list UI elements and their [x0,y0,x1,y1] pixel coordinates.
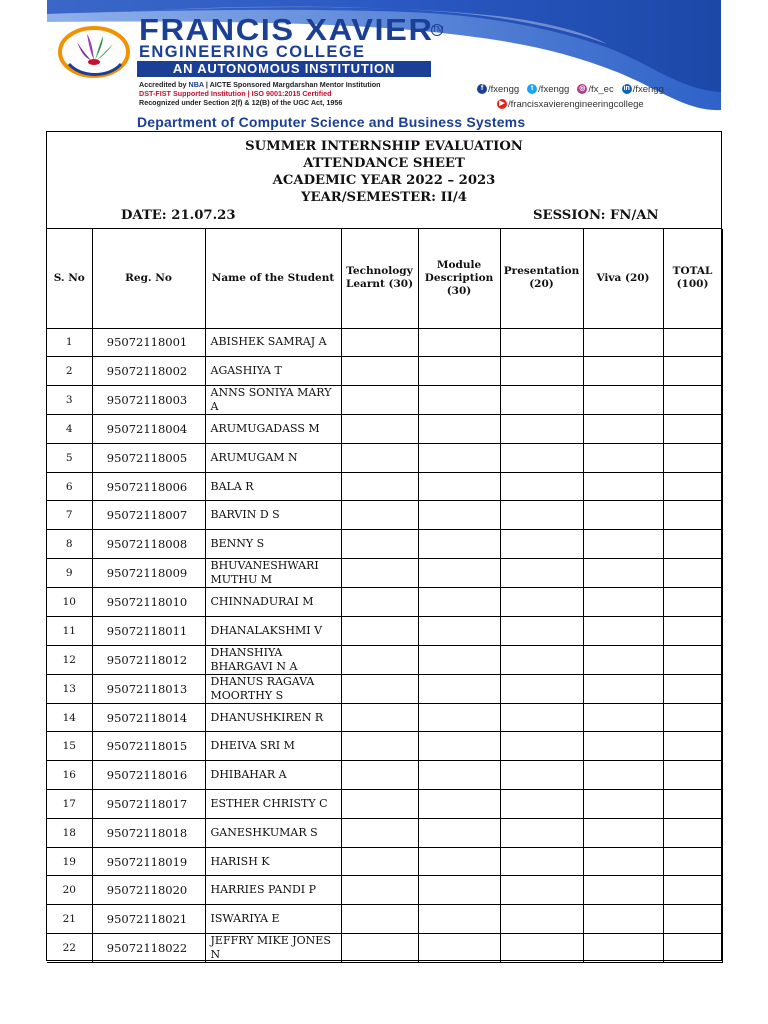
presentation-score-cell[interactable] [500,790,583,819]
social-instagram[interactable]: ◎ /fx_ec [579,84,614,95]
student-name-line: BHUVANESHWARI [210,559,319,573]
module-description-score-cell[interactable] [418,472,500,501]
presentation-score-cell[interactable] [500,501,583,530]
table-row [47,472,722,501]
column-header-technology-learnt [341,229,418,328]
student-name-line: DHEIVA SRI M [210,739,295,753]
reg-no-cell: 95072118021 [92,905,205,934]
technology-learnt-score-cell[interactable] [341,443,418,472]
serial-number-cell: 1 [47,328,92,357]
twitter-icon: t [527,84,537,94]
presentation-score-cell[interactable] [500,616,583,645]
student-name-cell [205,616,341,645]
table-row [47,674,722,703]
total-score-cell[interactable] [663,357,722,386]
title-line-3: ACADEMIC YEAR 2022 – 2023 [272,173,496,188]
module-description-score-cell[interactable] [418,761,500,790]
viva-score-cell[interactable] [583,905,663,934]
total-score-cell[interactable] [663,472,722,501]
viva-score-cell[interactable] [583,732,663,761]
serial-number-cell: 14 [47,703,92,732]
presentation-score-cell[interactable] [500,761,583,790]
instagram-icon: ◎ [579,85,586,93]
reg-no-cell: 95072118022 [92,934,205,963]
title-line-2: ATTENDANCE SHEET [303,156,465,171]
student-name-line: ARUMUGAM N [210,450,298,464]
student-name-cell [205,415,341,444]
table-row [47,876,722,905]
attendance-sheet [46,131,722,961]
social-facebook[interactable]: f /fxengg [477,84,519,95]
technology-learnt-score-cell[interactable] [341,501,418,530]
table-row [47,415,722,444]
presentation-score-cell[interactable] [500,386,583,415]
date-label: DATE: 21.07.23 [121,208,236,223]
column-header-viva [583,229,663,328]
table-row [47,559,722,588]
college-subtitle: ENGINEERING COLLEGE [139,43,366,61]
total-score-cell[interactable] [663,905,722,934]
reg-no-cell: 95072118015 [92,732,205,761]
student-name-cell [205,588,341,617]
reg-no-cell: 95072118020 [92,876,205,905]
presentation-score-cell[interactable] [500,905,583,934]
technology-learnt-score-cell[interactable] [341,530,418,559]
technology-learnt-score-cell[interactable] [341,847,418,876]
viva-score-cell[interactable] [583,645,663,674]
college-name: FRANCIS XAVIER [139,12,434,47]
reg-no-cell: 95072118009 [92,559,205,588]
column-header-sno [47,229,92,328]
presentation-score-cell[interactable] [500,588,583,617]
serial-number-cell: 5 [47,443,92,472]
total-score-cell[interactable] [663,818,722,847]
module-description-score-cell[interactable] [418,645,500,674]
serial-number-cell: 16 [47,761,92,790]
presentation-score-cell[interactable] [500,472,583,501]
student-name-line: BHARGAVI N A [210,659,298,673]
technology-learnt-score-cell[interactable] [341,645,418,674]
column-header-module-description [418,229,500,328]
table-row [47,645,722,674]
student-name-line: DHANUS RAGAVA [210,674,315,688]
student-name-line: DHANUSHKIREN R [210,710,324,724]
reg-no-cell: 95072118012 [92,645,205,674]
total-score-cell[interactable] [663,790,722,819]
module-description-score-cell[interactable] [418,530,500,559]
serial-number-cell: 13 [47,674,92,703]
serial-number-cell: 19 [47,847,92,876]
total-score-cell[interactable] [663,559,722,588]
reg-no-cell: 95072118011 [92,616,205,645]
table-row [47,616,722,645]
session-label: SESSION: FN/AN [533,208,659,223]
nba-label: NBA [188,80,204,89]
column-header-line: Reg. No [125,271,172,284]
module-description-score-cell[interactable] [418,905,500,934]
technology-learnt-score-cell[interactable] [341,732,418,761]
trademark-mark: TM [432,25,444,34]
presentation-score-cell[interactable] [500,876,583,905]
student-name-line: MOORTHY S [210,688,284,702]
department-name: Department of Computer Science and Business Systems [137,114,526,130]
accreditation-text [139,80,381,107]
module-description-score-cell[interactable] [418,818,500,847]
total-score-cell[interactable] [663,328,722,357]
presentation-score-cell[interactable] [500,847,583,876]
table-row [47,386,722,415]
serial-number-cell: 18 [47,818,92,847]
module-description-score-cell[interactable] [418,674,500,703]
table-body [47,328,722,963]
attendance-table [47,229,723,963]
reg-no-cell: 95072118001 [92,328,205,357]
accreditation-line-1: Accredited by NBA | AICTE Sponsored Margdarshan Mentor Institution [139,80,381,89]
table-row [47,501,722,530]
technology-learnt-score-cell[interactable] [341,386,418,415]
viva-score-cell[interactable] [583,415,663,444]
viva-score-cell[interactable] [583,790,663,819]
viva-score-cell[interactable] [583,588,663,617]
serial-number-cell: 10 [47,588,92,617]
student-name-line: AGASHIYA T [210,364,282,378]
column-header-line: Viva (20) [596,271,650,284]
student-name-cell [205,559,341,588]
student-name-line: DHANSHIYA [210,645,283,659]
student-name-cell [205,674,341,703]
serial-number-cell: 2 [47,357,92,386]
student-name-cell [205,501,341,530]
presentation-score-cell[interactable] [500,415,583,444]
module-description-score-cell[interactable] [418,501,500,530]
total-score-cell[interactable] [663,876,722,905]
reg-no-cell: 95072118019 [92,847,205,876]
module-description-score-cell[interactable] [418,415,500,444]
youtube-icon: ▶ [497,99,507,109]
module-description-score-cell[interactable] [418,790,500,819]
reg-no-cell: 95072118007 [92,501,205,530]
total-score-cell[interactable] [663,703,722,732]
viva-score-cell[interactable] [583,386,663,415]
reg-no-cell: 95072118002 [92,357,205,386]
table-row [47,357,722,386]
total-score-cell[interactable] [663,588,722,617]
module-description-score-cell[interactable] [418,559,500,588]
module-description-score-cell[interactable] [418,443,500,472]
total-score-cell[interactable] [663,847,722,876]
technology-learnt-score-cell[interactable] [341,905,418,934]
technology-learnt-score-cell[interactable] [341,761,418,790]
student-name-line: BENNY S [210,537,265,551]
student-name-line: BALA R [210,479,254,493]
serial-number-cell: 22 [47,934,92,963]
reg-no-cell: 95072118017 [92,790,205,819]
technology-learnt-score-cell[interactable] [341,357,418,386]
student-name-cell [205,386,341,415]
social-links [477,83,664,111]
column-header-line: S. No [53,271,85,284]
student-name-line: DHANALAKSHMI V [210,623,323,637]
presentation-score-cell[interactable] [500,443,583,472]
viva-score-cell[interactable] [583,472,663,501]
student-name-cell [205,876,341,905]
module-description-score-cell[interactable] [418,876,500,905]
presentation-score-cell[interactable] [500,357,583,386]
presentation-score-cell[interactable] [500,818,583,847]
technology-learnt-score-cell[interactable] [341,616,418,645]
viva-score-cell[interactable] [583,328,663,357]
module-description-score-cell[interactable] [418,703,500,732]
column-header-line: (30) [446,284,472,297]
accreditation-line-2: DST-FIST Supported Institution | ISO 9001:2015 Certified [139,89,332,98]
total-score-cell[interactable] [663,934,722,963]
student-name-line: ABISHEK SAMRAJ A [210,335,327,349]
facebook-icon: f [477,84,487,94]
serial-number-cell: 20 [47,876,92,905]
reg-no-cell: 95072118003 [92,386,205,415]
college-logo-icon [57,18,131,82]
student-name-cell [205,328,341,357]
table-row [47,530,722,559]
student-name-cell [205,934,341,963]
autonomous-banner: AN AUTONOMOUS INSTITUTION [137,61,431,77]
student-name-line: A [210,400,219,414]
serial-number-cell: 17 [47,790,92,819]
table-row [47,905,722,934]
reg-no-cell: 95072118018 [92,818,205,847]
student-name-cell [205,472,341,501]
student-name-cell [205,530,341,559]
serial-number-cell: 8 [47,530,92,559]
reg-no-cell: 95072118008 [92,530,205,559]
accreditation-line-3: Recognized under Section 2(f) & 12(B) of the UGC Act, 1956 [139,98,343,107]
table-row [47,732,722,761]
technology-learnt-score-cell[interactable] [341,703,418,732]
reg-no-cell: 95072118013 [92,674,205,703]
total-score-cell[interactable] [663,674,722,703]
student-name-line: BARVIN D S [210,508,280,522]
module-description-score-cell[interactable] [418,328,500,357]
column-header-line: Name of the Student [211,271,335,284]
student-name-line: CHINNADURAI M [210,594,314,608]
title-line-1: SUMMER INTERNSHIP EVALUATION [245,139,523,154]
student-name-line: ANNS SONIYA MARY [210,386,332,400]
column-header-line: (20) [529,278,554,291]
presentation-score-cell[interactable] [500,934,583,963]
table-row [47,761,722,790]
presentation-score-cell[interactable] [500,559,583,588]
student-name-line: DHIBAHAR A [210,768,287,782]
technology-learnt-score-cell[interactable] [341,588,418,617]
table-row [47,588,722,617]
social-twitter[interactable]: t /fxengg [527,84,569,95]
technology-learnt-score-cell[interactable] [341,559,418,588]
module-description-score-cell[interactable] [418,386,500,415]
total-score-cell[interactable] [663,645,722,674]
technology-learnt-score-cell[interactable] [341,818,418,847]
reg-no-cell: 95072118006 [92,472,205,501]
total-score-cell[interactable] [663,530,722,559]
student-name-cell [205,761,341,790]
table-row [47,790,722,819]
column-header-line: Module [436,258,482,271]
table-row [47,934,722,963]
table-header-row [47,229,722,328]
reg-no-cell: 95072118014 [92,703,205,732]
table-row [47,443,722,472]
social-linkedin[interactable]: in /fxengg [623,84,664,95]
viva-score-cell[interactable] [583,443,663,472]
student-name-line: GANESHKUMAR S [210,825,318,839]
serial-number-cell: 15 [47,732,92,761]
module-description-score-cell[interactable] [418,357,500,386]
column-header-line: Description [424,271,494,284]
column-header-line: TOTAL [672,265,713,278]
sheet-title-block [47,132,721,229]
technology-learnt-score-cell[interactable] [341,934,418,963]
viva-score-cell[interactable] [583,847,663,876]
total-score-cell[interactable] [663,415,722,444]
total-score-cell[interactable] [663,443,722,472]
viva-score-cell[interactable] [583,501,663,530]
table-row [47,703,722,732]
technology-learnt-score-cell[interactable] [341,674,418,703]
viva-score-cell[interactable] [583,761,663,790]
column-header-line: Technology [346,265,413,278]
title-line-4: YEAR/SEMESTER: II/4 [301,190,467,205]
presentation-score-cell[interactable] [500,732,583,761]
student-name-cell [205,732,341,761]
serial-number-cell: 7 [47,501,92,530]
viva-score-cell[interactable] [583,703,663,732]
student-name-cell [205,357,341,386]
reg-no-cell: 95072118004 [92,415,205,444]
presentation-score-cell[interactable] [500,328,583,357]
technology-learnt-score-cell[interactable] [341,790,418,819]
total-score-cell[interactable] [663,732,722,761]
social-youtube[interactable]: ▶ /francisxavierengineeringcollege [497,99,644,110]
column-header-student-name [205,229,341,328]
student-name-line: ARUMUGADASS M [210,421,320,435]
serial-number-cell: 11 [47,616,92,645]
student-name-cell [205,443,341,472]
technology-learnt-score-cell[interactable] [341,472,418,501]
module-description-score-cell[interactable] [418,847,500,876]
total-score-cell[interactable] [663,386,722,415]
student-name-cell [205,847,341,876]
viva-score-cell[interactable] [583,674,663,703]
column-header-total [663,229,722,328]
student-name-cell [205,790,341,819]
total-score-cell[interactable] [663,501,722,530]
student-name-cell [205,703,341,732]
module-description-score-cell[interactable] [418,616,500,645]
module-description-score-cell[interactable] [418,934,500,963]
column-header-line: Presentation [503,265,580,278]
module-description-score-cell[interactable] [418,732,500,761]
serial-number-cell: 4 [47,415,92,444]
serial-number-cell: 6 [47,472,92,501]
viva-score-cell[interactable] [583,876,663,905]
linkedin-icon: in [623,85,630,93]
table-row [47,328,722,357]
technology-learnt-score-cell[interactable] [341,328,418,357]
table-row [47,818,722,847]
column-header-line: Learnt (30) [345,278,414,291]
technology-learnt-score-cell[interactable] [341,415,418,444]
presentation-score-cell[interactable] [500,645,583,674]
column-header-reg-no [92,229,205,328]
reg-no-cell: 95072118010 [92,588,205,617]
total-score-cell[interactable] [663,761,722,790]
header-banner [47,0,721,132]
column-header-line: (100) [676,278,709,291]
viva-score-cell[interactable] [583,818,663,847]
serial-number-cell: 21 [47,905,92,934]
student-name-line: ESTHER CHRISTY C [210,796,328,810]
serial-number-cell: 3 [47,386,92,415]
total-score-cell[interactable] [663,616,722,645]
student-name-line: JEFFRY MIKE JONES N [210,934,331,962]
viva-score-cell[interactable] [583,559,663,588]
viva-score-cell[interactable] [583,616,663,645]
viva-score-cell[interactable] [583,530,663,559]
student-name-cell [205,905,341,934]
presentation-score-cell[interactable] [500,530,583,559]
student-name-cell [205,645,341,674]
student-name-cell [205,818,341,847]
presentation-score-cell[interactable] [500,674,583,703]
technology-learnt-score-cell[interactable] [341,876,418,905]
viva-score-cell[interactable] [583,934,663,963]
serial-number-cell: 12 [47,645,92,674]
column-header-presentation [500,229,583,328]
module-description-score-cell[interactable] [418,588,500,617]
reg-no-cell: 95072118005 [92,443,205,472]
presentation-score-cell[interactable] [500,703,583,732]
viva-score-cell[interactable] [583,357,663,386]
student-name-line: ISWARIYA E [210,912,280,926]
reg-no-cell: 95072118016 [92,761,205,790]
student-name-line: HARRIES PANDI P [210,883,317,897]
serial-number-cell: 9 [47,559,92,588]
table-row [47,847,722,876]
student-name-line: HARISH K [210,854,270,868]
student-name-line: MUTHU M [210,573,272,587]
